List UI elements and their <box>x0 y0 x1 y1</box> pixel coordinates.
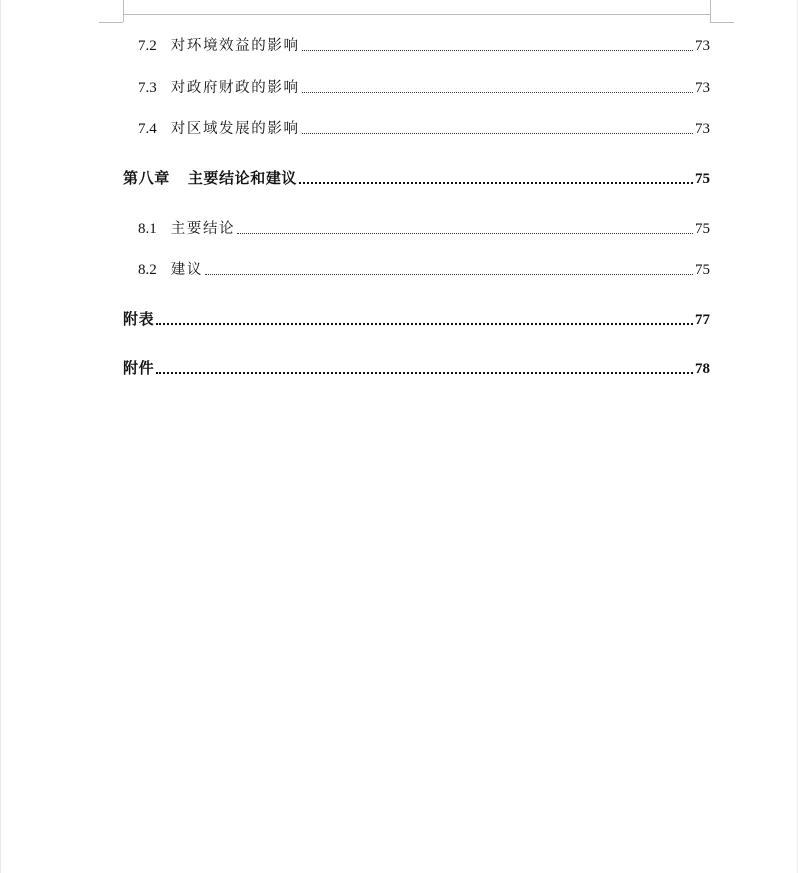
toc-entry-title: 对区域发展的影响 <box>170 121 300 137</box>
dot-leader <box>237 233 693 234</box>
crop-mark-top-right-horizontal <box>710 22 734 23</box>
dot-leader <box>156 323 693 325</box>
toc-entry-page: 73 <box>695 121 710 137</box>
toc-entry-number: 8.2 <box>138 262 157 278</box>
top-margin-line <box>123 14 711 15</box>
crop-mark-top-right-vertical <box>710 0 711 22</box>
dot-leader <box>302 92 693 93</box>
toc-entry-page: 73 <box>695 80 710 96</box>
toc-entry-number: 7.4 <box>138 121 157 137</box>
toc-entry-page: 75 <box>695 262 710 278</box>
toc-entry-7-3[interactable] <box>138 77 710 97</box>
toc-entry-page: 77 <box>695 312 710 328</box>
dot-leader <box>205 274 693 275</box>
dot-leader <box>299 182 693 184</box>
crop-mark-top-left-vertical <box>123 0 124 22</box>
toc-entry-7-2[interactable] <box>138 35 710 55</box>
toc-chapter-title: 附表 <box>123 310 155 328</box>
crop-mark-top-left-horizontal <box>99 22 123 23</box>
toc-entry-title: 对政府财政的影响 <box>170 80 300 96</box>
toc-entry-number: 7.3 <box>138 80 157 96</box>
toc-entry-page: 73 <box>695 38 710 54</box>
toc-entry-7-4[interactable] <box>138 118 710 138</box>
toc-entry-8-1[interactable] <box>138 218 710 238</box>
toc-entry-appendix-tables[interactable] <box>123 309 710 329</box>
toc-entry-chapter-8[interactable] <box>123 168 710 188</box>
toc-entry-number: 8.1 <box>138 221 157 237</box>
dot-leader <box>302 50 693 51</box>
toc-chapter-number: 第八章 <box>123 169 170 187</box>
document-page <box>1 0 797 873</box>
toc-entry-page: 75 <box>695 221 710 237</box>
toc-chapter-title: 主要结论和建议 <box>187 169 298 187</box>
toc-entry-8-2[interactable] <box>138 259 710 279</box>
toc-entry-title: 主要结论 <box>170 221 236 237</box>
dot-leader <box>156 372 693 374</box>
toc-entry-title: 对环境效益的影响 <box>170 38 300 54</box>
toc-entry-attachments[interactable] <box>123 358 710 378</box>
dot-leader <box>302 133 693 134</box>
toc-entry-title: 建议 <box>170 262 203 278</box>
toc-chapter-title: 附件 <box>123 359 155 377</box>
toc-entry-page: 78 <box>695 361 710 377</box>
toc-entry-number: 7.2 <box>138 38 157 54</box>
toc-entry-page: 75 <box>695 171 710 187</box>
